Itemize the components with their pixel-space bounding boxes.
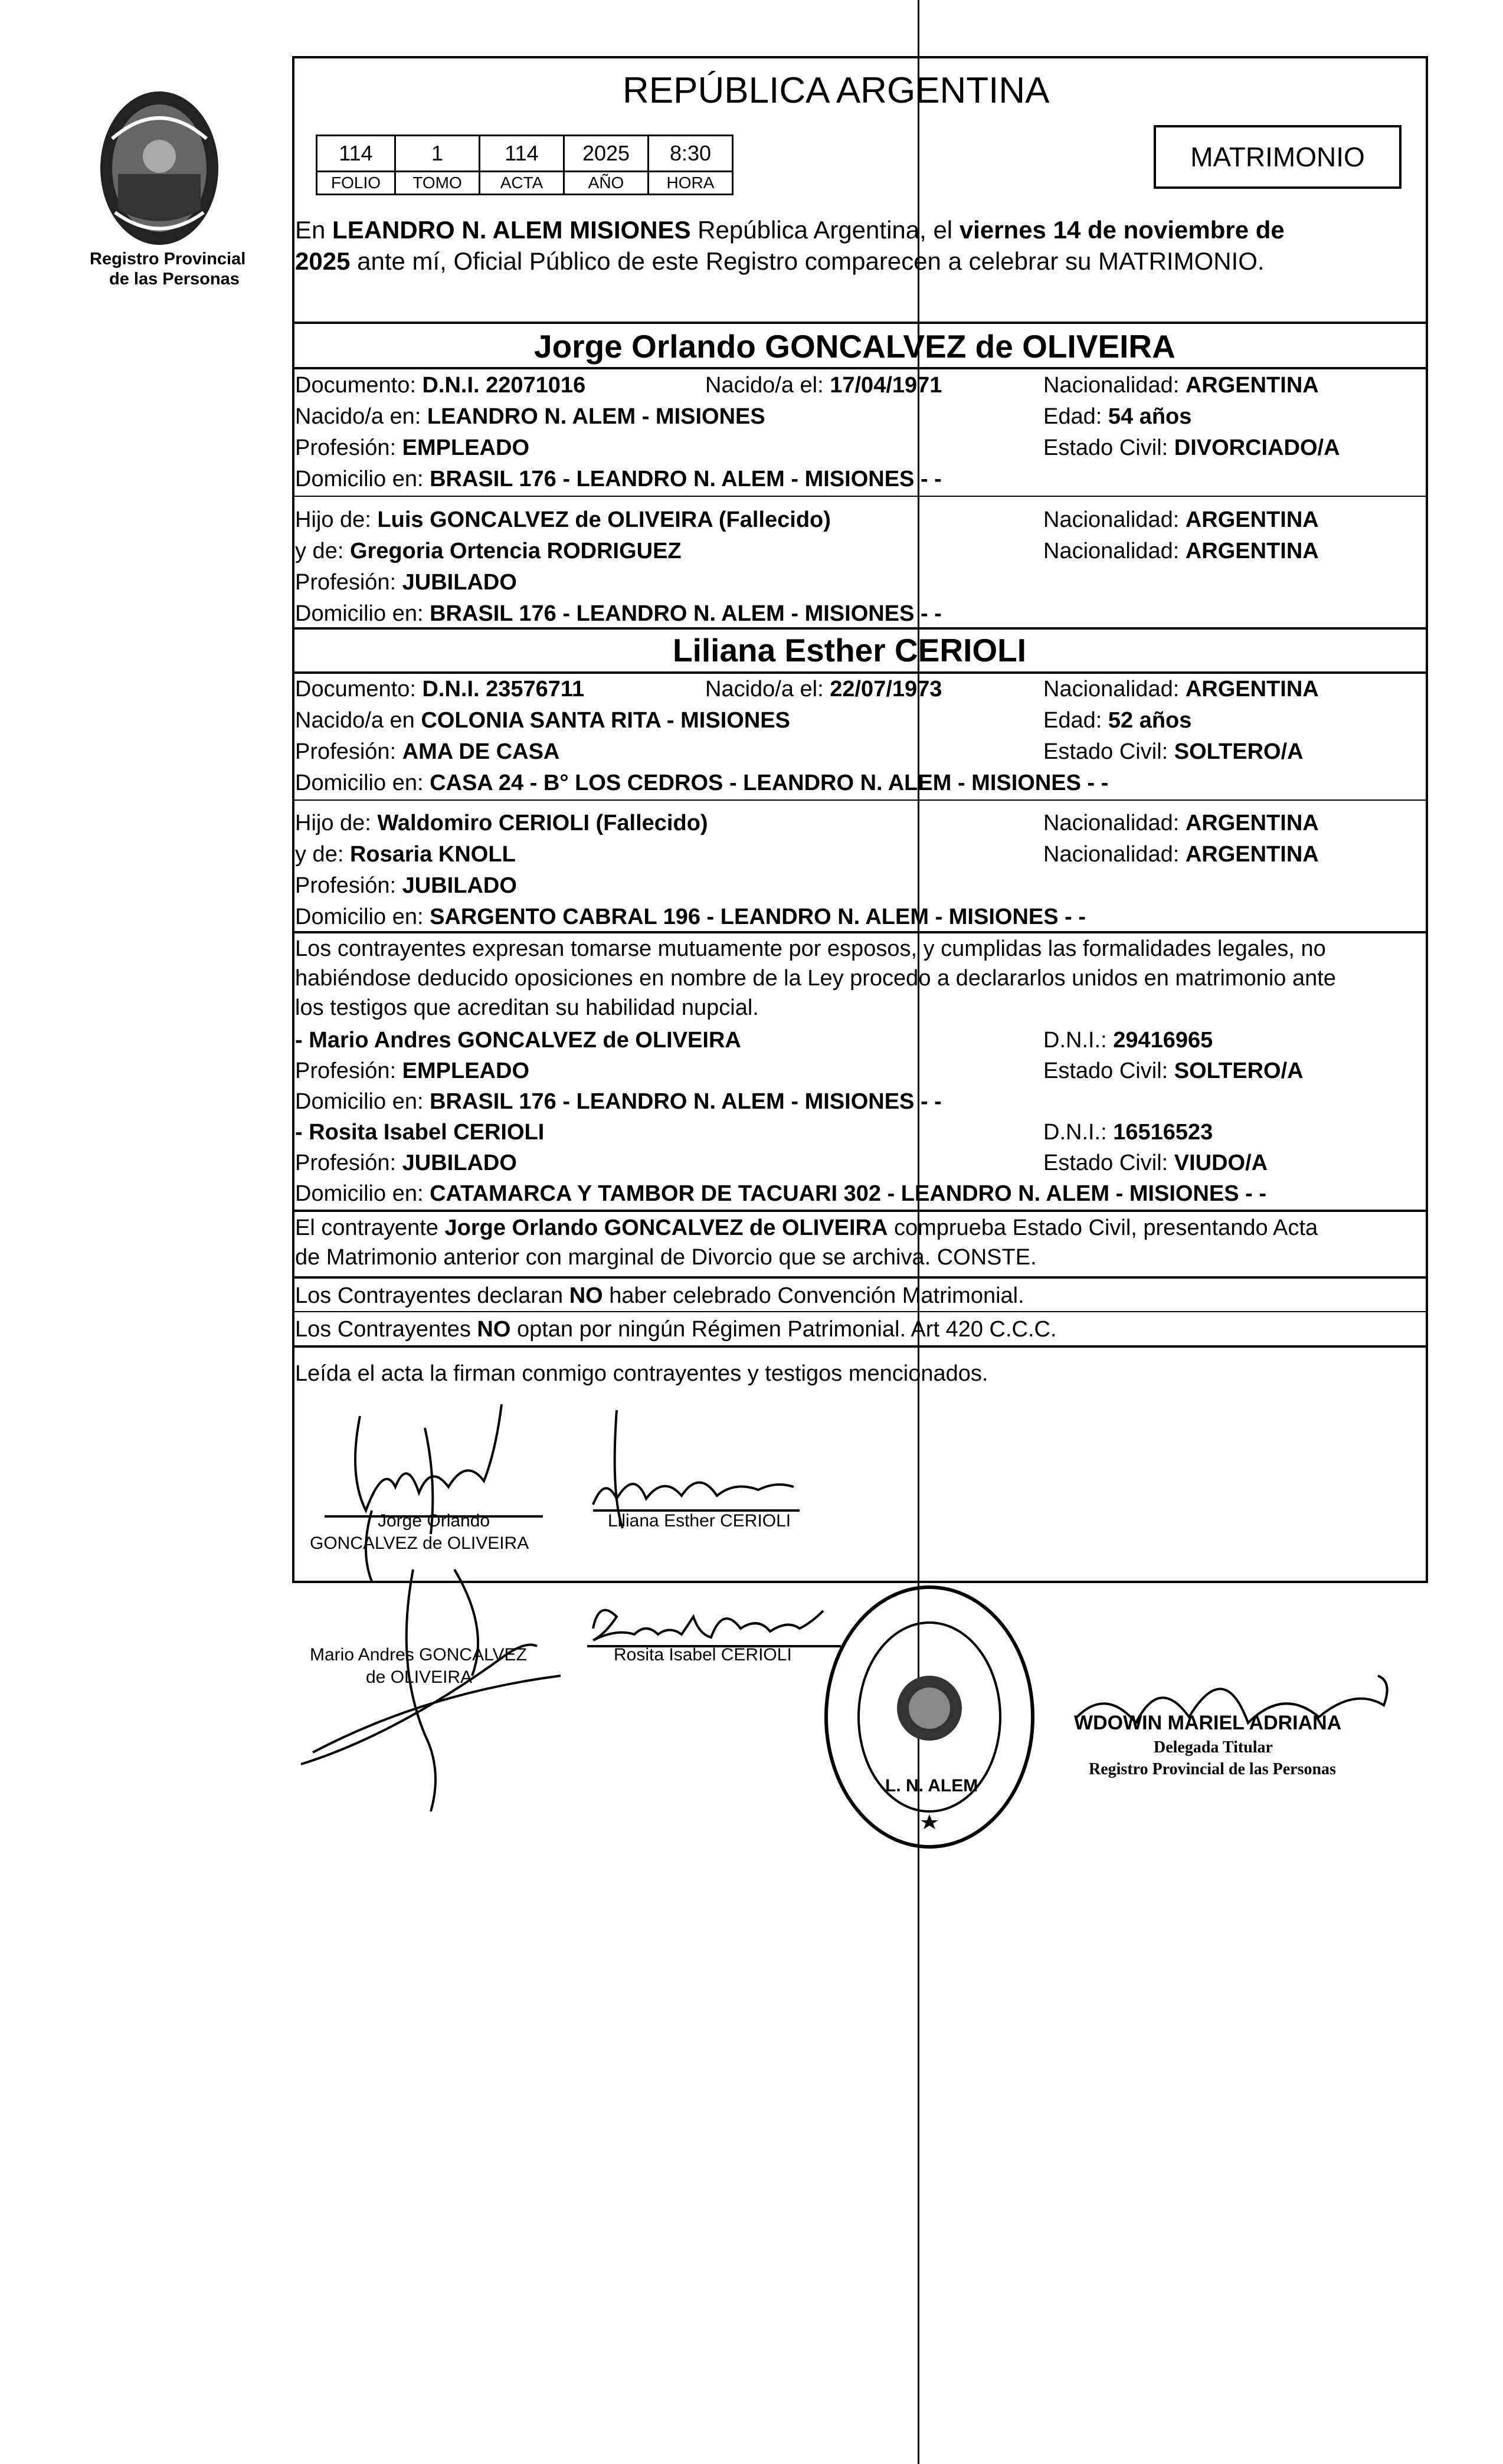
witness-2-address: Domicilio en: CATAMARCA Y TAMBOR DE TACUARI 302 - LEANDRO N. ALEM - MISIONES - - bbox=[295, 1181, 1267, 1206]
official-stamp bbox=[820, 1581, 1039, 1859]
groom-born: Nacido/a el: 17/04/1971 bbox=[705, 373, 942, 398]
divider bbox=[292, 496, 1428, 497]
registry-caption-2: de las Personas bbox=[109, 270, 240, 289]
groom-signature-label-1: Jorge Orlando bbox=[378, 1511, 490, 1531]
groom-mother: y de: Gregoria Ortencia RODRIGUEZ bbox=[295, 539, 682, 563]
groom-address: Domicilio en: BRASIL 176 - LEANDRO N. ALEM - MISIONES - - bbox=[295, 467, 942, 492]
groom-doc: Documento: D.N.I. 22071016 bbox=[295, 373, 586, 398]
groom-mother-nat: Nacionalidad: ARGENTINA bbox=[1043, 539, 1319, 563]
groom-parent-address: Domicilio en: BRASIL 176 - LEANDRO N. ALEM - MISIONES - - bbox=[295, 601, 942, 626]
registry-logo bbox=[83, 86, 236, 257]
intro-date: viernes 14 de noviembre de bbox=[959, 216, 1285, 244]
stamp-place: L. N. ALEM bbox=[885, 1776, 978, 1795]
groom-signature-label-2: GONCALVEZ de OLIVEIRA bbox=[310, 1534, 529, 1553]
bride-father: Hijo de: Waldomiro CERIOLI (Fallecido) bbox=[295, 811, 708, 835]
bride-mother: y de: Rosaria KNOLL bbox=[295, 842, 516, 867]
anio-label: AÑO bbox=[564, 172, 649, 195]
hora-value: 8:30 bbox=[649, 136, 733, 172]
bride-birthplace: Nacido/a en COLONIA SANTA RITA - MISIONES bbox=[295, 708, 790, 733]
groom-civil: Estado Civil: DIVORCIADO/A bbox=[1043, 435, 1340, 460]
witness-2-prof: Profesión: JUBILADO bbox=[295, 1151, 517, 1175]
regime-note: Los Contrayentes NO optan por ningún Régimen Patrimonial. Art 420 C.C.C. bbox=[295, 1317, 1057, 1342]
witness-2-dni: D.N.I.: 16516523 bbox=[1043, 1120, 1213, 1145]
coat-of-arms-icon bbox=[83, 86, 236, 257]
witness-1-prof: Profesión: EMPLEADO bbox=[295, 1059, 530, 1083]
statement-line-2: habiéndose deducido oposiciones en nombre de la Ley procedo a declararlos unidos en matrimonio ante bbox=[295, 966, 1336, 991]
bride-born: Nacido/a el: 22/07/1973 bbox=[705, 677, 942, 702]
folio-label: FOLIO bbox=[317, 172, 395, 195]
divider bbox=[292, 1311, 1428, 1312]
divider bbox=[292, 931, 1428, 933]
bride-parent-address: Domicilio en: SARGENTO CABRAL 196 - LEANDRO N. ALEM - MISIONES - - bbox=[295, 905, 1086, 929]
official-title: Delegada Titular bbox=[1154, 1738, 1273, 1757]
witness-2-name: - Rosita Isabel CERIOLI bbox=[295, 1120, 545, 1145]
acta-value: 114 bbox=[480, 136, 564, 172]
tomo-label: TOMO bbox=[395, 172, 480, 195]
groom-birthplace: Nacido/a en: LEANDRO N. ALEM - MISIONES bbox=[295, 404, 765, 429]
bride-signature-label: Liliana Esther CERIOLI bbox=[608, 1511, 791, 1531]
groom-father-nat: Nacionalidad: ARGENTINA bbox=[1043, 507, 1319, 532]
convention-note: Los Contrayentes declaran NO haber celebrado Convención Matrimonial. bbox=[295, 1283, 1024, 1308]
stamp-seal-icon bbox=[820, 1581, 1039, 1859]
intro-line-1: En LEANDRO N. ALEM MISIONES República Argentina, el viernes 14 de noviembre de bbox=[295, 216, 1285, 244]
divider bbox=[292, 322, 1428, 324]
bride-age: Edad: 52 años bbox=[1043, 708, 1192, 733]
witness-1-address: Domicilio en: BRASIL 176 - LEANDRO N. ALEM - MISIONES - - bbox=[295, 1089, 942, 1114]
witness-1-signature bbox=[277, 1558, 584, 1829]
divider bbox=[292, 627, 1428, 630]
bride-parent-prof: Profesión: JUBILADO bbox=[295, 873, 517, 898]
anio-value: 2025 bbox=[564, 136, 649, 172]
hora-label: HORA bbox=[649, 172, 733, 195]
document-title: REPÚBLICA ARGENTINA bbox=[623, 70, 1050, 111]
official-office: Registro Provincial de las Personas bbox=[1089, 1760, 1336, 1778]
intro-place: LEANDRO N. ALEM MISIONES bbox=[332, 216, 691, 244]
divider bbox=[292, 1345, 1428, 1348]
witness-1-dni: D.N.I.: 29416965 bbox=[1043, 1028, 1213, 1053]
groom-prof: Profesión: EMPLEADO bbox=[295, 435, 530, 460]
acta-label: ACTA bbox=[480, 172, 564, 195]
statement-line-1: Los contrayentes expresan tomarse mutuamente por esposos, y cumplidas las formalidades legales, no bbox=[295, 936, 1326, 961]
witness-1-civil: Estado Civil: SOLTERO/A bbox=[1043, 1059, 1304, 1083]
doc-type-box bbox=[1154, 125, 1402, 189]
official-name: WDOWIN MARIEL ADRIANA bbox=[1074, 1712, 1342, 1734]
divorce-note-2: de Matrimonio anterior con marginal de Divorcio que se archiva. CONSTE. bbox=[295, 1245, 1037, 1270]
bride-name: Liliana Esther CERIOLI bbox=[673, 632, 1027, 669]
divider bbox=[292, 800, 1428, 801]
divider bbox=[292, 367, 1428, 369]
groom-age: Edad: 54 años bbox=[1043, 404, 1192, 429]
bride-doc: Documento: D.N.I. 23576711 bbox=[295, 677, 585, 702]
divider bbox=[292, 1276, 1428, 1279]
intro-line-2: 2025 ante mí, Oficial Público de este Registro comparecen a celebrar su MATRIMONIO. bbox=[295, 247, 1265, 275]
witness-2-signature-label: Rosita Isabel CERIOLI bbox=[614, 1645, 792, 1664]
bride-mother-nat: Nacionalidad: ARGENTINA bbox=[1043, 842, 1319, 867]
record-table bbox=[316, 135, 734, 195]
bride-prof: Profesión: AMA DE CASA bbox=[295, 739, 560, 764]
divorce-note-1: El contrayente Jorge Orlando GONCALVEZ de OLIVEIRA comprueba Estado Civil, presentando Acta bbox=[295, 1215, 1318, 1240]
bride-father-nat: Nacionalidad: ARGENTINA bbox=[1043, 811, 1319, 835]
groom-name: Jorge Orlando GONCALVEZ de OLIVEIRA bbox=[534, 328, 1175, 365]
registry-caption-1: Registro Provincial bbox=[90, 250, 246, 268]
reading-note: Leída el acta la firman conmigo contrayentes y testigos mencionados. bbox=[295, 1361, 988, 1386]
witness-1-signature-label-1: Mario Andres GONCALVEZ bbox=[310, 1645, 527, 1664]
statement-line-3: los testigos que acreditan su habilidad nupcial. bbox=[295, 995, 759, 1020]
bride-nat: Nacionalidad: ARGENTINA bbox=[1043, 677, 1319, 702]
witness-1-name: - Mario Andres GONCALVEZ de OLIVEIRA bbox=[295, 1028, 741, 1053]
divider bbox=[292, 1210, 1428, 1212]
groom-nat: Nacionalidad: ARGENTINA bbox=[1043, 373, 1319, 398]
doc-type-label: MATRIMONIO bbox=[1190, 142, 1365, 172]
divider bbox=[292, 671, 1428, 674]
groom-parent-prof: Profesión: JUBILADO bbox=[295, 570, 517, 595]
witness-1-signature-label-2: de OLIVEIRA bbox=[366, 1667, 473, 1687]
groom-father: Hijo de: Luis GONCALVEZ de OLIVEIRA (Fallecido) bbox=[295, 507, 831, 532]
bride-address: Domicilio en: CASA 24 - B° LOS CEDROS - LEANDRO N. ALEM - MISIONES - - bbox=[295, 771, 1109, 795]
witness-2-civil: Estado Civil: VIUDO/A bbox=[1043, 1151, 1268, 1175]
bride-civil: Estado Civil: SOLTERO/A bbox=[1043, 739, 1304, 764]
tomo-value: 1 bbox=[395, 136, 480, 172]
folio-value: 114 bbox=[317, 136, 395, 172]
